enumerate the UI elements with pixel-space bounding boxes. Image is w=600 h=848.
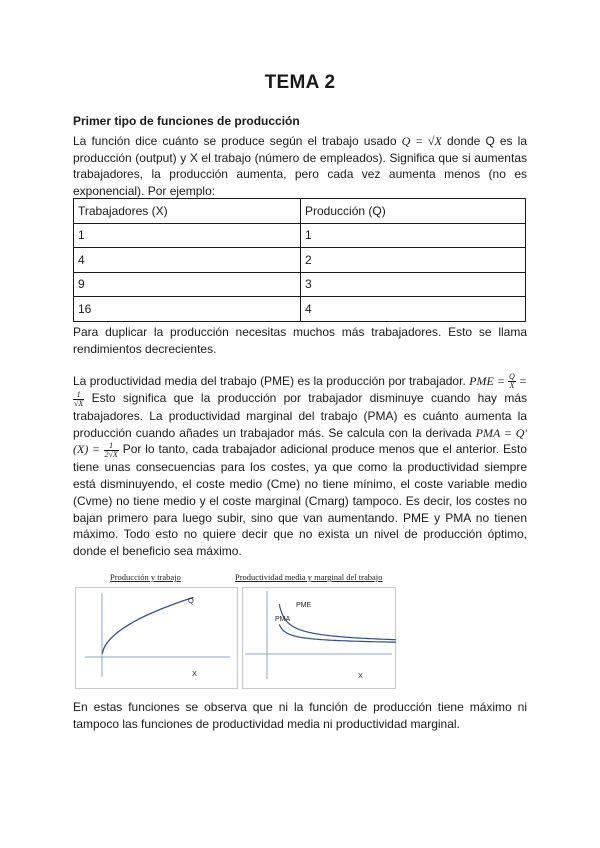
intro-formula: Q = √X — [401, 134, 442, 148]
table-cell: 4 — [301, 297, 526, 322]
pme-text-3: Por lo tanto, cada trabajador adicional produce menos que el anterior. Esto tiene unas consecuencias para los costes, ya que como la productividad siempre está disminuyendo, el coste medio (Cme) no tiene mínimo, el coste variable medio (Cvme) no tiene medio y el coste marginal (Cmarg) tampoco. Es decir, los costes no bajan primero para luego subir, sino que van aumentando. PME y PMA no tienen máximo. Todo esto no quiere decir que no exista un nivel de producción óptimo, donde el beneficio sea máximo. — [73, 442, 527, 559]
chart1-frame — [76, 588, 238, 689]
table-cell: 1 — [301, 223, 526, 248]
table-row — [74, 248, 526, 273]
table-cell: 4 — [74, 248, 301, 273]
curve-label-q: Q — [188, 596, 194, 605]
chart1-title: Producción y trabajo — [110, 572, 181, 582]
productivity-paragraph — [73, 373, 527, 560]
pme-fraction-1-sqrt-x — [73, 391, 84, 408]
productivity-chart — [242, 587, 396, 689]
fraction-numerator: Q — [509, 372, 515, 382]
intro-text-2: donde Q es la producción (output) y X el trabajo (número de empleados). Significa que si aumentas trabajadores, la producción aumenta, pero cada vez aumenta menos (no es exponencial). Por ejemplo: — [73, 134, 528, 198]
pme-legend-label: PME — [296, 602, 312, 609]
pme-text-1: La productividad media del trabajo (PME) es la producción por trabajador. — [73, 374, 470, 388]
table-row — [74, 223, 526, 248]
pma-legend-label: PMA — [275, 616, 291, 623]
pme-fraction-q-x — [508, 373, 516, 390]
table-header-cell: Trabajadores (X) — [74, 199, 301, 224]
table-cell: 1 — [74, 223, 301, 248]
chart1-x-label: X — [192, 669, 198, 678]
page-title: TEMA 2 — [264, 72, 336, 93]
table-cell: 3 — [301, 272, 526, 297]
pme-formula-lhs: PME = — [469, 374, 509, 388]
table-cell: 2 — [301, 248, 526, 273]
after-table-paragraph: Para duplicar la producción necesitas muchos más trabajadores. Esto se llama rendimientos decrecientes. — [73, 325, 527, 356]
table-header-cell: Producción (Q) — [301, 199, 526, 224]
intro-text-1: La función dice cuánto se produce según el trabajo usado — [73, 134, 402, 148]
fraction-numerator: 1 — [104, 442, 119, 451]
pme-text-2: Esto significa que la producción por trabajador disminuye cuando hay más trabajadores. La productividad marginal del trabajo (PMA) es cuánto aumenta la producción cuando añades un trabajador más. Se calcula con la derivada — [73, 391, 527, 440]
pma-fraction — [104, 442, 119, 459]
table-header-row — [74, 199, 526, 224]
fraction-numerator: 1 — [73, 391, 84, 400]
pme-equals: = — [515, 374, 527, 388]
chart2-x-label: X — [358, 671, 364, 680]
chart2-title: Productividad media y marginal del trabajo — [235, 572, 383, 582]
table-row — [74, 297, 526, 322]
intro-paragraph — [73, 133, 527, 199]
fraction-denominator: √X — [74, 398, 84, 408]
fraction-denominator: 2√X — [104, 449, 118, 459]
pma-formula-lhs: PMA = Q′(X) = — [73, 425, 527, 457]
production-table — [73, 198, 526, 322]
conclusion-paragraph: En estas funciones se observa que ni la función de producción tiene máximo ni tampoco las funciones de productividad media ni productividad marginal. — [73, 700, 527, 731]
production-chart — [75, 587, 238, 689]
fraction-denominator: X — [509, 381, 515, 391]
table-cell: 9 — [74, 272, 301, 297]
chart2-frame — [243, 588, 396, 689]
section-heading: Primer tipo de funciones de producción — [73, 114, 300, 128]
table-cell: 16 — [74, 297, 301, 322]
table-row — [74, 272, 526, 297]
